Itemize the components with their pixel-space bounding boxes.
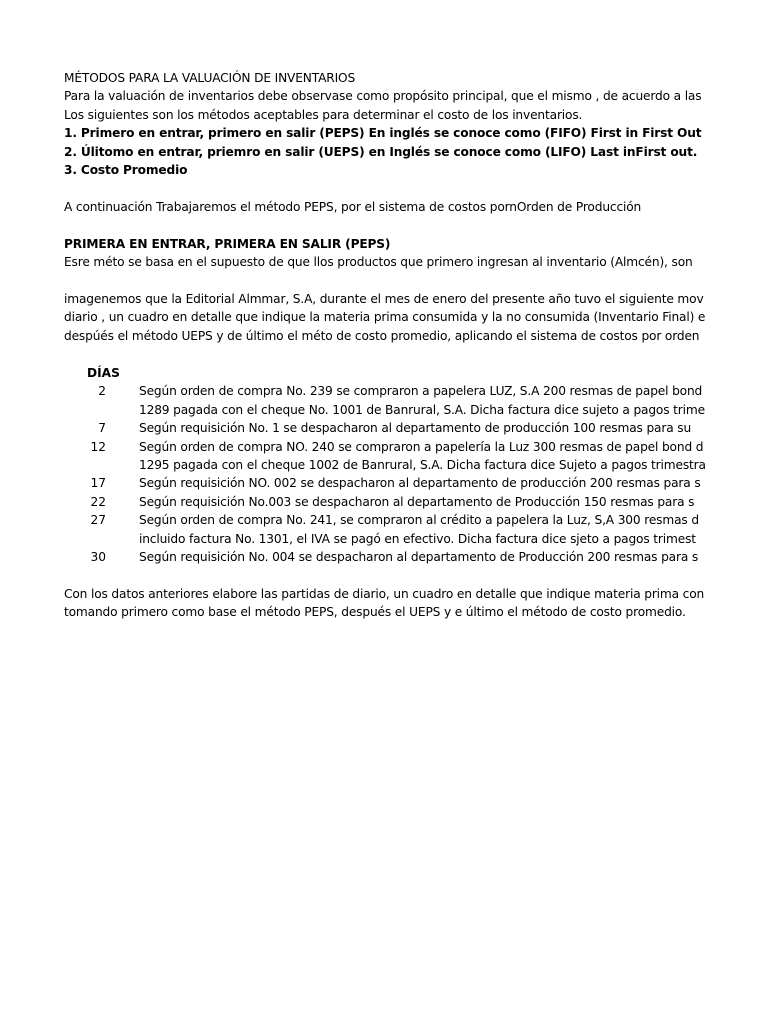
day-number: 12 — [90, 440, 106, 454]
method-3: 3. Costo Promedio — [64, 163, 188, 177]
days-header: DÍAS — [87, 366, 120, 380]
day-number: 30 — [90, 550, 106, 564]
day-entry-line: Según requisición No. 1 se despacharon al departamento de producción 100 resmas para su — [139, 421, 692, 435]
day-entry-line: Según requisición NO. 002 se despacharon al departamento de producción 200 resmas para s — [139, 476, 701, 490]
day-entry-line: 1289 pagada con el cheque No. 1001 de Banrural, S.A. Dicha factura dice sujeto a pagos trime — [139, 403, 705, 417]
closing-line-1: Con los datos anteriores elabore las partidas de diario, un cuadro en detalle que indique materia prima con — [64, 587, 705, 601]
method-2: 2. Úlitomo en entrar, priemro en salir (UEPS) en Inglés se conoce como (LIFO) Last inFirst out. — [64, 145, 698, 159]
day-entry-line: Según orden de compra No. 239 se compraron a papelera LUZ, S.A 200 resmas de papel bond — [139, 384, 703, 398]
continuation-text: A continuación Trabajaremos el método PEPS, por el sistema de costos pornOrden de Producción — [64, 200, 642, 214]
day-entry-line: incluido factura No. 1301, el IVA se pagó en efectivo. Dicha factura dice sjeto a pagos trimest — [139, 532, 696, 546]
scenario-line-1: imagenemos que la Editorial Almmar, S.A, durante el mes de enero del presente año tuvo el siguiente mov — [64, 292, 704, 306]
day-number: 27 — [90, 513, 106, 527]
intro-line-2: Los siguientes son los métodos aceptables para determinar el costo de los inventarios. — [64, 108, 583, 122]
scenario-line-2: diario , un cuadro en detalle que indique la materia prima consumida y la no consumida (Inventario Final) e — [64, 310, 706, 324]
document-title: MÉTODOS PARA LA VALUACIÓN DE INVENTARIOS — [64, 71, 356, 85]
day-entry-line: Según orden de compra No. 241, se compraron al crédito a papelera la Luz, S,A 300 resmas d — [139, 513, 699, 527]
day-number: 7 — [98, 421, 106, 435]
method-1: 1. Primero en entrar, primero en salir (PEPS) En inglés se conoce como (FIFO) First in First Out — [64, 126, 702, 140]
day-entry-line: Según requisición No. 004 se despacharon al departamento de Producción 200 resmas para s — [139, 550, 699, 564]
day-entry-line: 1295 pagada con el cheque 1002 de Banrural, S.A. Dicha factura dice Sujeto a pagos trimestra — [139, 458, 706, 472]
peps-heading: PRIMERA EN ENTRAR, PRIMERA EN SALIR (PEPS) — [64, 237, 391, 251]
day-entry-line: Según requisición No.003 se despacharon al departamento de Producción 150 resmas para s — [139, 495, 695, 509]
day-number: 22 — [90, 495, 106, 509]
peps-description: Esre méto se basa en el supuesto de que llos productos que primero ingresan al inventario (Almcén), son — [64, 255, 693, 269]
scenario-line-3: despúés el método UEPS y de último el méto de costo promedio, aplicando el sistema de costos por orden — [64, 329, 700, 343]
day-entry-line: Según orden de compra NO. 240 se compraron a papelería la Luz 300 resmas de papel bond d — [139, 440, 704, 454]
intro-line-1: Para la valuación de inventarios debe observase como propósito principal, que el mismo , de acuerdo a las — [64, 89, 702, 103]
day-number: 17 — [90, 476, 106, 490]
day-number: 2 — [98, 384, 106, 398]
closing-line-2: tomando primero como base el método PEPS, después el UEPS y e último el método de costo promedio. — [64, 605, 686, 619]
